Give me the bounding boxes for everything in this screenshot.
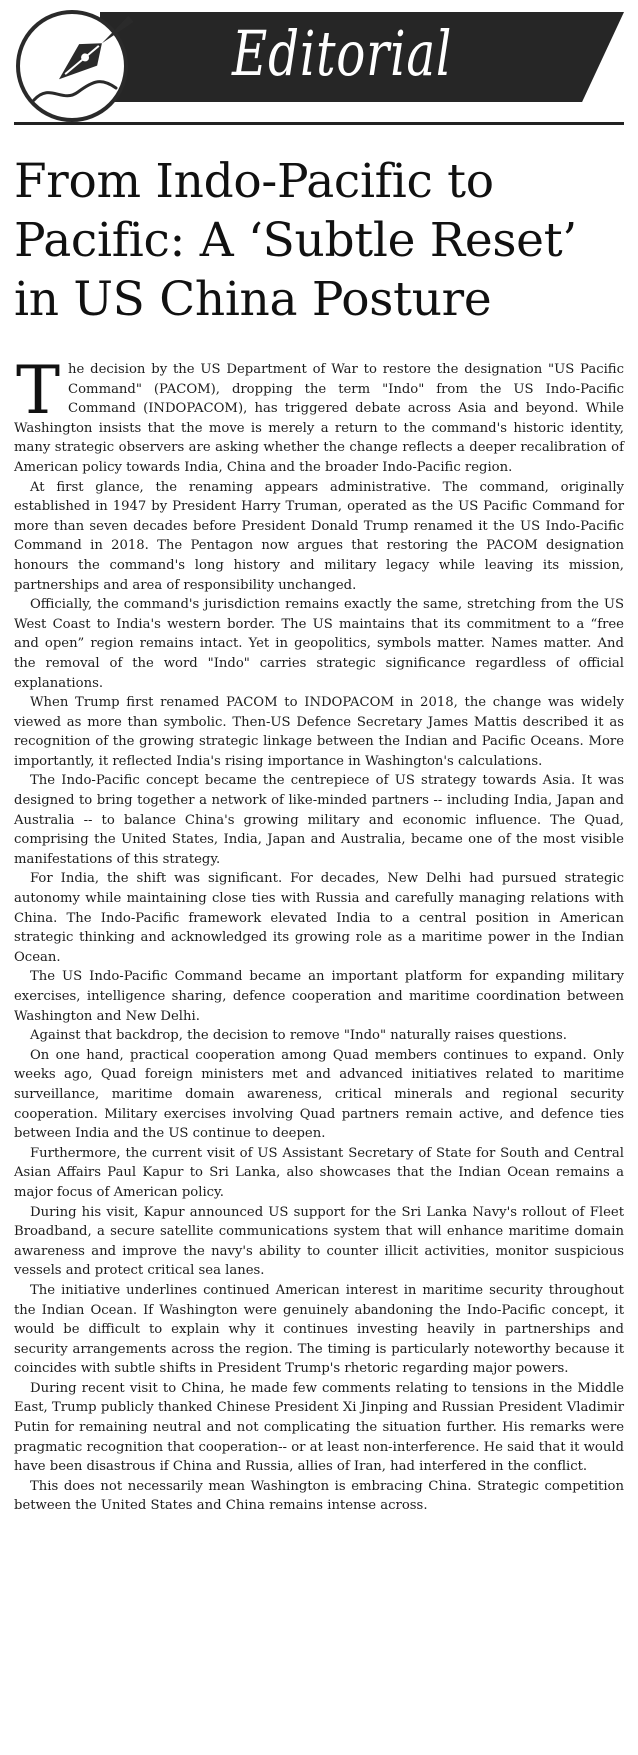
article-paragraph-13: During recent visit to China, he made few comments relating to tensions in the Middle East, Trump publicly thanked Chinese President Xi Jinping and Russian President Vladimir Putin for remaining neutral and not complicating the situation further. His remarks were pragmatic recognition that cooperation-- or at least non-interference. He said that it would have been disastrous if China and Russia, allies of Iran, had interfered in the conflict.: [14, 1380, 624, 1475]
headline-line-3: in US China Posture: [14, 272, 492, 327]
section-label: Editorial: [232, 17, 453, 90]
article-paragraph-10: Furthermore, the current visit of US Assistant Secretary of State for South and Central Asian Affairs Paul Kapur to Sri Lanka, also showcases that the Indian Ocean remains a major focus of American policy.: [14, 1145, 624, 1200]
article-paragraph-2: At first glance, the renaming appears administrative. The command, originally established in 1947 by President Harry Truman, operated as the US Pacific Command for more than seven decades before President Donald Trump renamed it the US Indo-Pacific Command in 2018. The Pentagon now argues that restoring the PACOM designation honours the command's long history and military legacy while leaving its mission, partnerships and area of responsibility unchanged.: [14, 479, 624, 593]
headline: [14, 152, 626, 329]
article-paragraph-5: The Indo-Pacific concept became the centrepiece of US strategy towards Asia. It was designed to bring together a network of like-minded partners -- including India, Japan and Australia -- to balance China's growing military and economic influence. The Quad, comprising the United States, India, Japan and Australia, became one of the most visible manifestations of this strategy.: [14, 773, 624, 867]
article-paragraph-8: Against that backdrop, the decision to remove "Indo" naturally raises questions.: [30, 1028, 567, 1044]
article-paragraph-11: During his visit, Kapur announced US support for the Sri Lanka Navy's rollout of Fleet Broadband, a secure satellite communications system that will enhance maritime domain awareness and improve the navy's ability to counter illicit activities, monitor suspicious vessels and protect critical sea lanes.: [14, 1204, 624, 1279]
fountain-pen-nib-icon: [12, 8, 152, 122]
article-paragraph-1: [14, 352, 624, 478]
article-paragraph-9: On one hand, practical cooperation among Quad members continues to expand. Only weeks ago, Quad foreign ministers met and advanced initiatives related to maritime surveillance, maritime domain awareness, critical minerals and regional security cooperation. Military exercises involving Quad partners remain active, and defence ties between India and the US continue to deepen.: [14, 1047, 624, 1142]
article-paragraph-12: The initiative underlines continued American interest in maritime security throughout the Indian Ocean. If Washington were genuinely abandoning the Indo-Pacific concept, it would be difficult to explain why it continues investing heavily in partnerships and security arrangements across the region. The timing is particularly noteworthy because it coincides with subtle shifts in President Trump's rhetoric regarding major powers.: [14, 1282, 624, 1377]
article-paragraph-4: When Trump first renamed PACOM to INDOPACOM in 2018, the change was widely viewed as more than symbolic. Then-US Defence Secretary James Mattis described it as recognition of the growing strategic linkage between the Indian and Pacific Oceans. More importantly, it reflected India's rising importance in Washington's calculations.: [14, 695, 624, 769]
headline-line-1: From Indo-Pacific to: [14, 154, 494, 209]
paragraph-text: he decision by the US Department of War to restore the designation "US Pacific Command" (PACOM), dropping the term "Indo" from the US Indo-Pacific Command (INDOPACOM), has triggered debate across Asia and beyond. While Washington insists that the move is merely a return to the command's historic identity, many strategic observers are asking whether the change reflects a deeper recalibration of American policy towards India, China and the broader Indo-Pacific region.: [14, 362, 624, 475]
article-paragraph-7: The US Indo-Pacific Command became an important platform for expanding military exercises, intelligence sharing, defence cooperation and maritime coordination between Washington and New Delhi.: [14, 969, 624, 1024]
banner-divider: [14, 122, 624, 125]
article-paragraph-14: This does not necessarily mean Washington is embracing China. Strategic competition between the United States and China remains intense across.: [14, 1478, 624, 1514]
drop-cap: T: [16, 352, 61, 429]
article-paragraph-6: For India, the shift was significant. For decades, New Delhi had pursued strategic autonomy while maintaining close ties with Russia and carefully managing relations with China. The Indo-Pacific framework elevated India to a central position in American strategic thinking and acknowledged its growing role as a maritime power in the Indian Ocean.: [14, 871, 624, 965]
article-paragraph-3: Officially, the command's jurisdiction remains exactly the same, stretching from the US West Coast to India's western border. The US maintains that its commitment to a “free and open” region remains intact. Yet in geopolitics, symbols matter. Names matter. And the removal of the word "Indo" carries strategic significance regardless of official explanations.: [14, 597, 624, 691]
article-body: [14, 352, 624, 1516]
headline-line-2: Pacific: A ‘Subtle Reset’: [14, 213, 577, 268]
editorial-banner: [0, 0, 638, 130]
